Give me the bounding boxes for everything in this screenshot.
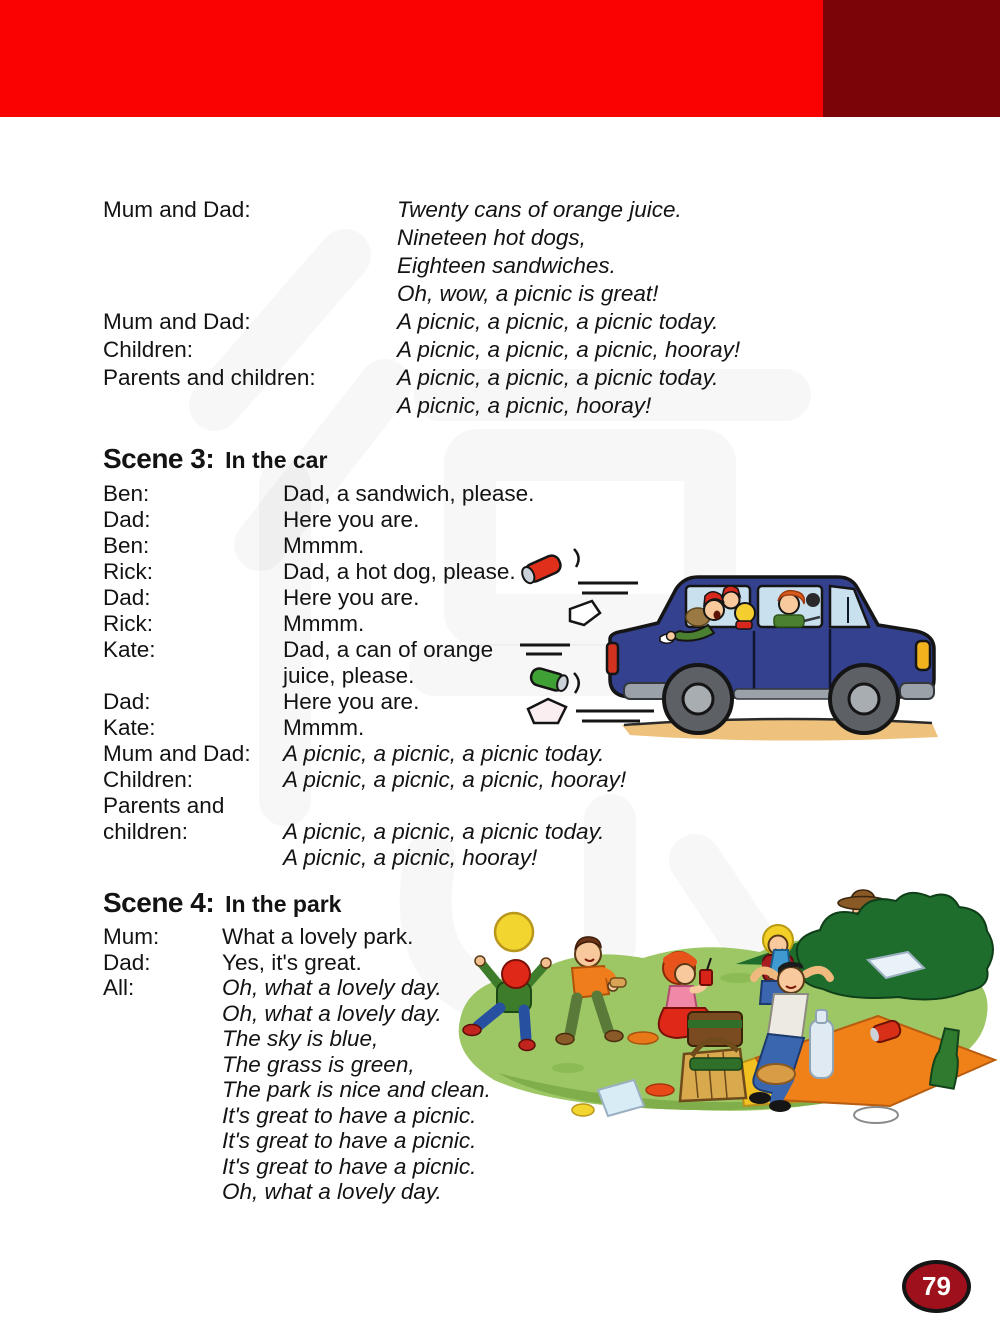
dialogue-row [103, 364, 740, 392]
dialogue-line: Nineteen hot dogs, [397, 225, 586, 250]
scene-4-heading [103, 887, 341, 919]
dialogue-line: Oh, what a lovely day. [222, 1000, 442, 1026]
dialogue-row [103, 793, 626, 819]
dialogue-line: juice, please. [283, 663, 415, 688]
speaker-label [103, 845, 283, 871]
dialogue-line: Here you are. [283, 689, 420, 714]
dialogue-line: The grass is green, [222, 1051, 415, 1077]
speaker-label [103, 252, 397, 280]
bush [797, 893, 993, 1000]
speaker-label [103, 1001, 222, 1027]
speaker-label [103, 1077, 222, 1103]
white-plate [854, 1107, 898, 1123]
dialogue-line: Mmmm. [283, 611, 365, 636]
speaker-label: Dad: [103, 689, 151, 714]
speaker-label: Mum and Dad: [103, 309, 251, 334]
motion-lines [576, 711, 654, 721]
motion-lines [578, 583, 638, 593]
dialogue-row [103, 1103, 491, 1129]
dialogue-row [103, 196, 740, 224]
front-wheel [830, 665, 898, 733]
speaker-label: Kate: [103, 715, 156, 740]
dialogue-row [103, 336, 740, 364]
family-car-litter-illustration [512, 537, 944, 743]
scene-2-dialogue [103, 196, 740, 420]
speaker-label: Ben: [103, 533, 150, 558]
scene-4-dialogue [103, 924, 491, 1205]
speaker-label: Dad: [103, 949, 151, 975]
dialogue-line: Eighteen sandwiches. [397, 253, 616, 278]
dialogue-line: It's great to have a picnic. [222, 1102, 477, 1128]
thrown-paper [570, 601, 600, 625]
dialogue-line: The sky is blue, [222, 1026, 379, 1051]
page-number-badge [902, 1260, 971, 1313]
dialogue-line: A picnic, a picnic, a picnic today. [283, 741, 605, 766]
dialogue-row [103, 392, 740, 420]
header-dark-red-block [823, 0, 1000, 117]
thrown-green-can [529, 667, 569, 694]
dialogue-row [103, 975, 491, 1001]
dialogue-row [103, 950, 491, 976]
dialogue-line: A picnic, a picnic, a picnic today. [397, 309, 719, 334]
bread-bun [757, 1064, 795, 1084]
dialogue-line: Dad, a hot dog, please. [283, 559, 516, 584]
speaker-label: Parents and [103, 793, 225, 818]
yellow-litter [572, 1104, 594, 1116]
dialogue-line: Here you are. [283, 585, 420, 610]
dialogue-row [103, 767, 626, 793]
dialogue-row [103, 481, 626, 507]
dialogue-line: Mmmm. [283, 533, 365, 558]
dialogue-line: Yes, it's great. [222, 949, 362, 975]
dialogue-line: Twenty cans of orange juice. [397, 197, 682, 222]
family-picnic-park-illustration [438, 868, 1000, 1128]
dialogue-row [103, 741, 626, 767]
dialogue-row [103, 1154, 491, 1180]
dialogue-line: A picnic, a picnic, a picnic, hooray! [397, 337, 741, 362]
dialogue-line: A picnic, a picnic, a picnic today. [283, 819, 605, 844]
dialogue-row [103, 1128, 491, 1154]
speaker-label: Parents and children: [103, 365, 316, 390]
speaker-label: Rick: [103, 559, 153, 584]
dialogue-line: A picnic, a picnic, a picnic today. [397, 365, 719, 390]
speaker-label [103, 392, 397, 420]
dialogue-row [103, 308, 740, 336]
front-bumper [900, 683, 934, 699]
speaker-label: children: [103, 819, 189, 844]
speaker-label: Children: [103, 337, 194, 362]
speaker-label: Ben: [103, 481, 150, 506]
picnic-basket [680, 1012, 746, 1101]
speaker-label [103, 1128, 222, 1154]
dialogue-line: Oh, what a lovely day. [222, 975, 442, 1000]
dialogue-row [103, 1026, 491, 1052]
dialogue-line: Here you are. [283, 507, 420, 532]
speaker-label: Kate: [103, 637, 156, 662]
speaker-label: Children: [103, 767, 194, 792]
speaker-label [103, 1154, 222, 1180]
speaker-label [103, 280, 397, 308]
dialogue-row [103, 1077, 491, 1103]
scene-3-label: Scene 3: [103, 443, 215, 474]
dialogue-row [103, 507, 626, 533]
crumpled-paper [528, 699, 566, 723]
dialogue-row [103, 252, 740, 280]
speaker-label: Dad: [103, 585, 151, 610]
head-light [916, 641, 930, 670]
thrown-red-can [520, 553, 563, 586]
dialogue-line: Mmmm. [283, 715, 365, 740]
motion-lines [520, 645, 570, 654]
dialogue-row [103, 1052, 491, 1078]
scene-3-heading [103, 443, 327, 475]
dialogue-line: Oh, wow, a picnic is great! [397, 281, 659, 306]
speaker-label [103, 1052, 222, 1078]
tail-light [607, 643, 618, 674]
speaker-label [103, 1026, 222, 1052]
scene-4-title: In the park [225, 891, 342, 917]
rear-wheel [664, 665, 732, 733]
speaker-label: Dad: [103, 507, 151, 532]
dialogue-line: A picnic, a picnic, a picnic, hooray! [283, 767, 627, 792]
dialogue-line: Oh, what a lovely day. [222, 1179, 442, 1204]
dialogue-line: What a lovely park. [222, 924, 414, 949]
dialogue-line: A picnic, a picnic, hooray! [397, 393, 652, 418]
speaker-label [103, 663, 283, 689]
speaker-label: Mum and Dad: [103, 741, 251, 766]
speaker-label: Rick: [103, 611, 153, 636]
dialogue-row [103, 819, 626, 845]
speaker-label: Mum: [103, 924, 160, 949]
speaker-label: All: [103, 975, 135, 1000]
dialogue-row [103, 280, 740, 308]
dialogue-line: It's great to have a picnic. [222, 1153, 477, 1179]
speaker-label: Mum and Dad: [103, 197, 251, 222]
dialogue-line: It's great to have a picnic. [222, 1128, 477, 1153]
header-red-bar [0, 0, 823, 117]
dialogue-line: A picnic, a picnic, hooray! [283, 845, 538, 870]
dialogue-row [103, 924, 491, 950]
speaker-label [103, 1179, 222, 1205]
dialogue-row [103, 1179, 491, 1205]
yellow-ball [495, 913, 533, 951]
scene-3-title: In the car [225, 447, 328, 473]
page-number: 79 [922, 1271, 951, 1301]
dialogue-line: Dad, a sandwich, please. [283, 481, 535, 506]
dialogue-row [103, 1001, 491, 1027]
orange-plate [646, 1084, 674, 1096]
speaker-label [103, 1103, 222, 1129]
dialogue-line: Dad, a can of orange [283, 637, 494, 662]
dialogue-line: The park is nice and clean. [222, 1077, 491, 1102]
speaker-label [103, 224, 397, 252]
scene-4-label: Scene 4: [103, 887, 215, 918]
orange-plate [628, 1032, 658, 1044]
dialogue-row [103, 224, 740, 252]
